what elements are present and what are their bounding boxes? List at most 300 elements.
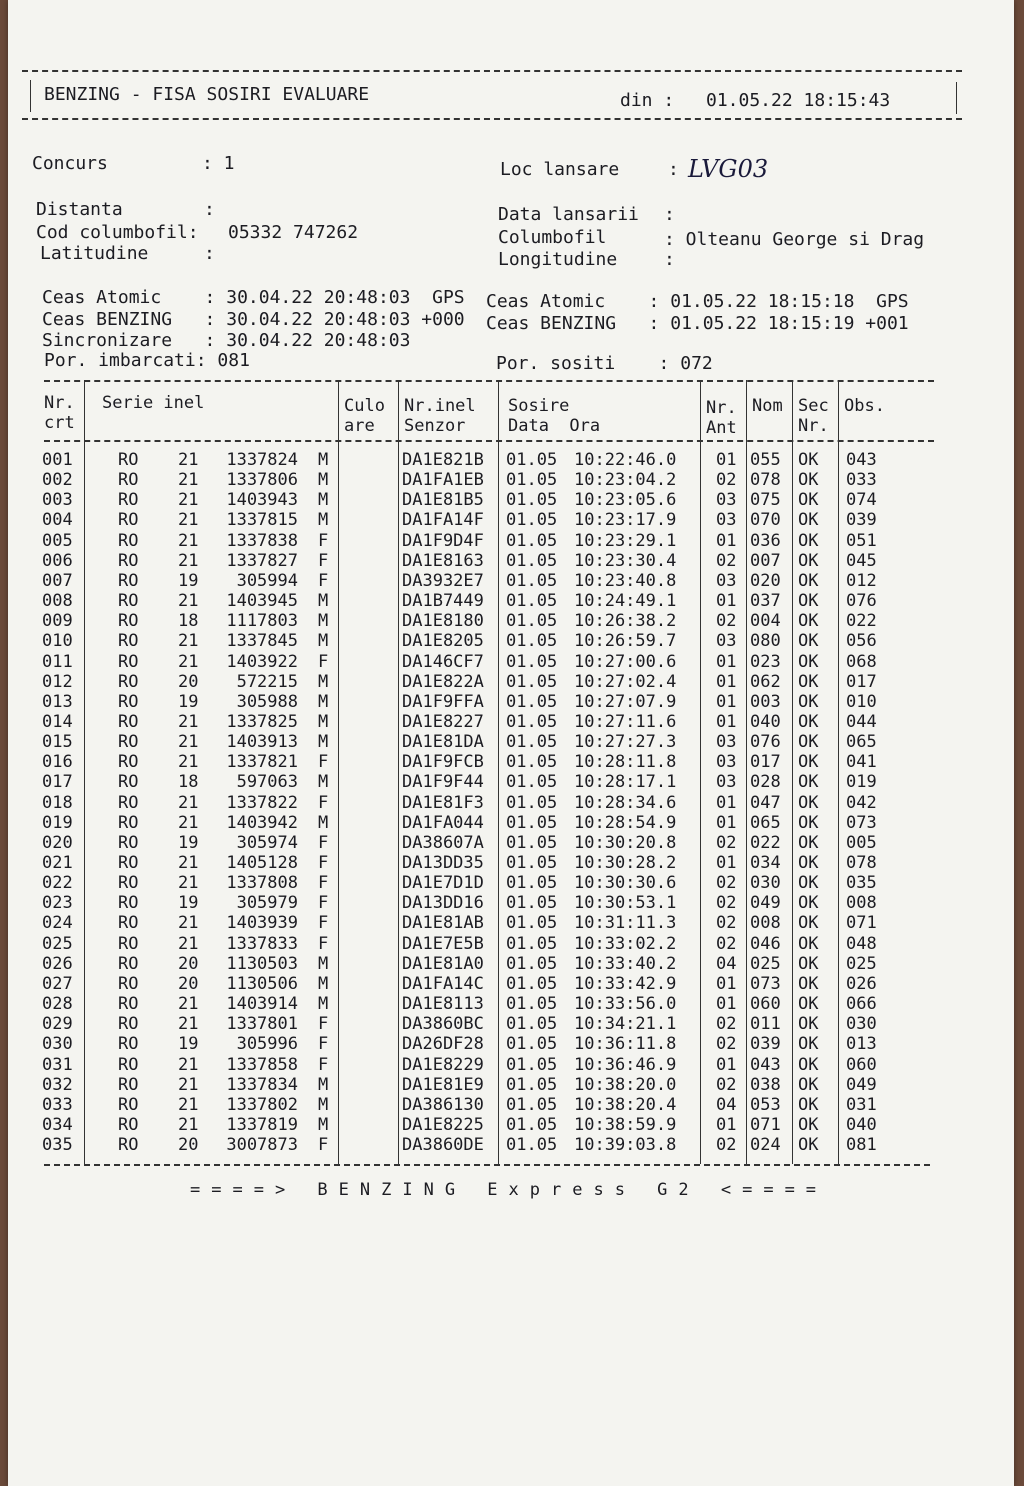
- cell-nr: 001: [42, 450, 73, 470]
- table-row: [8, 450, 1008, 470]
- cell-year: 20: [178, 973, 199, 994]
- cell-sec: OK: [798, 994, 819, 1015]
- cell-sex: F: [318, 651, 329, 672]
- cell-antenna: 03: [716, 752, 737, 773]
- cell-nr: 009: [42, 611, 73, 632]
- cell-country: RO: [118, 450, 139, 470]
- header-top-rule: [22, 70, 962, 72]
- cell-sensor: DA1E8113: [402, 994, 484, 1015]
- cell-antenna: 01: [716, 1114, 737, 1135]
- cell-sex: F: [318, 530, 329, 551]
- cell-sec: OK: [798, 1034, 819, 1055]
- cell-ring: 1337845: [226, 631, 298, 652]
- cell-date: 01.05: [506, 832, 558, 853]
- cell-sex: M: [318, 973, 329, 994]
- cell-obs: 066: [846, 994, 877, 1015]
- cell-nom: 020: [750, 570, 781, 591]
- table-row: [8, 853, 1008, 873]
- cell-time: 10:33:56.0: [574, 994, 677, 1015]
- cell-date: 01.05: [506, 893, 558, 914]
- cell-antenna: 01: [716, 792, 737, 813]
- cell-ring: 1337802: [226, 1094, 298, 1115]
- cell-country: RO: [118, 812, 139, 833]
- cell-time: 10:39:03.8: [574, 1135, 677, 1156]
- cell-year: 21: [178, 873, 199, 894]
- cell-sensor: DA3860DE: [402, 1135, 484, 1156]
- cell-ring: 1403914: [226, 994, 298, 1015]
- cell-sec: OK: [798, 772, 819, 793]
- cell-year: 21: [178, 490, 199, 511]
- cell-nr: 019: [42, 812, 73, 833]
- cell-time: 10:34:21.1: [574, 1014, 677, 1035]
- cell-date: 01.05: [506, 792, 558, 813]
- cell-ring: 305974: [236, 832, 298, 853]
- table-row: [8, 873, 1008, 893]
- cell-country: RO: [118, 530, 139, 551]
- cell-year: 21: [178, 1054, 199, 1075]
- cell-ring: 1337834: [226, 1074, 298, 1095]
- header-obs: Obs.: [844, 396, 885, 416]
- cell-year: 21: [178, 1094, 199, 1115]
- columbofil-label: Columbofil: [498, 227, 607, 248]
- cell-ring: 1337838: [226, 530, 298, 551]
- cell-ring: 1403942: [226, 812, 298, 833]
- cell-nom: 062: [750, 671, 781, 692]
- table-row: [8, 813, 1008, 833]
- cell-nr: 008: [42, 591, 73, 612]
- cell-sec: OK: [798, 1135, 819, 1156]
- cell-antenna: 04: [716, 1094, 737, 1115]
- cell-nr: 006: [42, 550, 73, 571]
- cell-sec: OK: [798, 1094, 819, 1115]
- cell-country: RO: [118, 953, 139, 974]
- cell-obs: 030: [846, 1014, 877, 1035]
- cell-time: 10:30:20.8: [574, 832, 677, 853]
- cell-nom: 037: [750, 591, 781, 612]
- cell-antenna: 04: [716, 953, 737, 974]
- cell-date: 01.05: [506, 691, 558, 712]
- cell-year: 20: [178, 1135, 199, 1156]
- cell-sex: M: [318, 510, 329, 531]
- table-row: [8, 934, 1008, 954]
- cell-nom: 071: [750, 1114, 781, 1135]
- cell-date: 01.05: [506, 550, 558, 571]
- cell-ring: 572215: [236, 671, 298, 692]
- cod-columbofil-label: Cod columbofil:: [36, 222, 199, 243]
- cell-nom: 076: [750, 732, 781, 753]
- cell-country: RO: [118, 1135, 139, 1156]
- cell-antenna: 01: [716, 1054, 737, 1075]
- cell-sensor: DA1E7E5B: [402, 933, 484, 954]
- cell-ring: 1337815: [226, 510, 298, 531]
- cell-time: 10:27:11.6: [574, 711, 677, 732]
- cell-sex: M: [318, 953, 329, 974]
- cell-ring: 305988: [236, 691, 298, 712]
- cell-sensor: DA13DD16: [402, 893, 484, 914]
- data-lansarii-label: Data lansarii: [498, 204, 639, 225]
- latitudine-label: Latitudine: [40, 243, 149, 264]
- cell-ring: 1403945: [226, 591, 298, 612]
- loc-lansare-colon: :: [668, 159, 679, 180]
- cell-obs: 010: [846, 691, 877, 712]
- cell-antenna: 02: [716, 913, 737, 934]
- cell-ring: 1337819: [226, 1114, 298, 1135]
- cell-sensor: DA1E822A: [402, 671, 484, 692]
- cell-sensor: DA1E81B5: [402, 490, 484, 511]
- cell-nom: 034: [750, 853, 781, 873]
- cell-antenna: 01: [716, 853, 737, 873]
- cell-nr: 027: [42, 973, 73, 994]
- cell-sensor: DA1B7449: [402, 591, 484, 612]
- cell-obs: 041: [846, 752, 877, 773]
- cell-sec: OK: [798, 691, 819, 712]
- cell-time: 10:23:40.8: [574, 570, 677, 591]
- cell-sex: M: [318, 631, 329, 652]
- cell-time: 10:23:17.9: [574, 510, 677, 531]
- cell-country: RO: [118, 913, 139, 934]
- cell-antenna: 02: [716, 1014, 737, 1035]
- cell-year: 21: [178, 651, 199, 672]
- cell-ring: 1337858: [226, 1054, 298, 1075]
- cell-nr: 016: [42, 752, 73, 773]
- cell-sex: M: [318, 591, 329, 612]
- cell-sensor: DA1FA1EB: [402, 470, 484, 491]
- cell-nr: 017: [42, 772, 73, 793]
- cell-time: 10:26:38.2: [574, 611, 677, 632]
- cell-sec: OK: [798, 1014, 819, 1035]
- cell-country: RO: [118, 1074, 139, 1095]
- table-row: [8, 510, 1008, 530]
- longitudine-value: :: [664, 249, 675, 270]
- concurs-value: : 1: [202, 153, 235, 174]
- cell-obs: 043: [846, 450, 877, 470]
- cell-sex: F: [318, 550, 329, 571]
- cell-sensor: DA26DF28: [402, 1034, 484, 1055]
- table-row: [8, 652, 1008, 672]
- table-row: [8, 732, 1008, 752]
- cell-time: 10:33:40.2: [574, 953, 677, 974]
- cell-date: 01.05: [506, 752, 558, 773]
- cell-obs: 026: [846, 973, 877, 994]
- table-row: [8, 531, 1008, 551]
- cell-antenna: 01: [716, 973, 737, 994]
- cell-sec: OK: [798, 832, 819, 853]
- cell-time: 10:26:59.7: [574, 631, 677, 652]
- cell-sec: OK: [798, 732, 819, 753]
- cell-sensor: DA1E8229: [402, 1054, 484, 1075]
- cell-year: 21: [178, 450, 199, 470]
- cell-sex: M: [318, 1094, 329, 1115]
- header-sosire-line2: Data Ora: [508, 416, 601, 436]
- cell-obs: 056: [846, 631, 877, 652]
- cell-obs: 074: [846, 490, 877, 511]
- cell-obs: 040: [846, 1114, 877, 1135]
- cell-nr: 014: [42, 711, 73, 732]
- cell-country: RO: [118, 994, 139, 1015]
- cell-nom: 065: [750, 812, 781, 833]
- cell-obs: 042: [846, 792, 877, 813]
- cell-sec: OK: [798, 671, 819, 692]
- cell-sex: F: [318, 933, 329, 954]
- cell-ring: 305994: [236, 570, 298, 591]
- cell-nr: 021: [42, 853, 73, 873]
- cell-year: 21: [178, 1074, 199, 1095]
- cell-sex: F: [318, 1034, 329, 1055]
- cell-nom: 043: [750, 1054, 781, 1075]
- cell-sensor: DA13DD35: [402, 853, 484, 873]
- cell-sex: F: [318, 873, 329, 894]
- cell-year: 21: [178, 812, 199, 833]
- footer-brand: ====> BENZING Express G2 <====: [190, 1180, 828, 1200]
- header-sosire-line1: Sosire: [508, 396, 570, 416]
- cell-country: RO: [118, 772, 139, 793]
- left-por-imbarcati: Por. imbarcati: 081: [44, 350, 250, 371]
- table-row: [8, 1075, 1008, 1095]
- cell-year: 21: [178, 752, 199, 773]
- cell-year: 21: [178, 550, 199, 571]
- cell-antenna: 02: [716, 1074, 737, 1095]
- cell-obs: 071: [846, 913, 877, 934]
- table-row: [8, 974, 1008, 994]
- header-ant-line1: Nr.: [706, 398, 737, 418]
- cell-sensor: DA1E81F3: [402, 792, 484, 813]
- cell-ring: 1403939: [226, 913, 298, 934]
- cell-time: 10:36:46.9: [574, 1054, 677, 1075]
- cell-sec: OK: [798, 490, 819, 511]
- header-sec-line1: Sec: [798, 396, 829, 416]
- cell-obs: 039: [846, 510, 877, 531]
- concurs-label: Concurs: [32, 153, 108, 174]
- cell-sex: F: [318, 832, 329, 853]
- cell-sec: OK: [798, 893, 819, 914]
- table-row: [8, 793, 1008, 813]
- cell-nom: 080: [750, 631, 781, 652]
- cell-sex: F: [318, 1014, 329, 1035]
- cell-country: RO: [118, 752, 139, 773]
- cell-sec: OK: [798, 651, 819, 672]
- cell-sensor: DA1FA14F: [402, 510, 484, 531]
- cell-year: 21: [178, 631, 199, 652]
- cell-sec: OK: [798, 873, 819, 894]
- cell-nr: 003: [42, 490, 73, 511]
- cell-obs: 025: [846, 953, 877, 974]
- header-culoare-line1: Culo: [344, 396, 385, 416]
- cell-nr: 013: [42, 691, 73, 712]
- latitudine-value: :: [204, 243, 215, 264]
- cell-date: 01.05: [506, 470, 558, 491]
- cell-nr: 004: [42, 510, 73, 531]
- header-nrinel-line1: Nr.inel: [404, 396, 476, 416]
- cell-antenna: 01: [716, 651, 737, 672]
- cell-antenna: 02: [716, 832, 737, 853]
- cell-year: 21: [178, 1114, 199, 1135]
- cell-antenna: 01: [716, 994, 737, 1015]
- cell-sensor: DA1E8163: [402, 550, 484, 571]
- cell-sec: OK: [798, 1074, 819, 1095]
- cell-antenna: 02: [716, 550, 737, 571]
- cell-date: 01.05: [506, 1094, 558, 1115]
- cell-sec: OK: [798, 530, 819, 551]
- cell-nom: 030: [750, 873, 781, 894]
- cell-obs: 005: [846, 832, 877, 853]
- report-title: BENZING - FISA SOSIRI EVALUARE: [44, 84, 370, 105]
- cell-obs: 065: [846, 732, 877, 753]
- cell-ring: 1337824: [226, 450, 298, 470]
- cell-obs: 019: [846, 772, 877, 793]
- cell-date: 01.05: [506, 450, 558, 470]
- report-date-label: din :: [620, 90, 675, 111]
- cell-country: RO: [118, 591, 139, 612]
- cell-antenna: 03: [716, 732, 737, 753]
- cell-country: RO: [118, 550, 139, 571]
- cell-nom: 028: [750, 772, 781, 793]
- cell-time: 10:23:29.1: [574, 530, 677, 551]
- loc-lansare-handwritten: LVG03: [688, 155, 769, 183]
- table-row: [8, 1095, 1008, 1115]
- cell-sec: OK: [798, 913, 819, 934]
- cell-antenna: 03: [716, 631, 737, 652]
- cell-date: 01.05: [506, 671, 558, 692]
- cell-sex: M: [318, 994, 329, 1015]
- header-serie-inel: Serie inel: [102, 393, 205, 413]
- table-row: [8, 772, 1008, 792]
- cell-nom: 039: [750, 1034, 781, 1055]
- cell-date: 01.05: [506, 913, 558, 934]
- cell-sec: OK: [798, 611, 819, 632]
- cell-time: 10:38:20.4: [574, 1094, 677, 1115]
- cell-sec: OK: [798, 591, 819, 612]
- cell-obs: 008: [846, 893, 877, 914]
- table-row: [8, 1014, 1008, 1034]
- cell-year: 19: [178, 691, 199, 712]
- cell-time: 10:36:11.8: [574, 1034, 677, 1055]
- cell-obs: 017: [846, 671, 877, 692]
- cell-time: 10:27:07.9: [574, 691, 677, 712]
- cell-sex: M: [318, 711, 329, 732]
- cell-year: 19: [178, 832, 199, 853]
- cell-time: 10:27:27.3: [574, 732, 677, 753]
- cell-nr: 018: [42, 792, 73, 813]
- cell-country: RO: [118, 490, 139, 511]
- cell-year: 21: [178, 732, 199, 753]
- cell-nom: 022: [750, 832, 781, 853]
- cell-obs: 044: [846, 711, 877, 732]
- cell-nr: 026: [42, 953, 73, 974]
- cell-sec: OK: [798, 510, 819, 531]
- cell-nom: 003: [750, 691, 781, 712]
- cell-nom: 046: [750, 933, 781, 954]
- cell-nr: 032: [42, 1074, 73, 1095]
- table-row: [8, 913, 1008, 933]
- cell-sex: M: [318, 691, 329, 712]
- cell-sec: OK: [798, 812, 819, 833]
- longitudine-label: Longitudine: [498, 249, 618, 270]
- cell-nr: 005: [42, 530, 73, 551]
- cell-date: 01.05: [506, 1074, 558, 1095]
- cell-year: 19: [178, 570, 199, 591]
- cell-nr: 025: [42, 933, 73, 954]
- cell-ring: 1337833: [226, 933, 298, 954]
- cell-sex: M: [318, 1114, 329, 1135]
- cell-year: 21: [178, 994, 199, 1015]
- cell-time: 10:33:02.2: [574, 933, 677, 954]
- cell-country: RO: [118, 651, 139, 672]
- report-date-value: 01.05.22 18:15:43: [706, 90, 891, 111]
- cell-sensor: DA386130: [402, 1094, 484, 1115]
- cell-nom: 040: [750, 711, 781, 732]
- cell-antenna: 02: [716, 1135, 737, 1156]
- cell-nr: 028: [42, 994, 73, 1015]
- cell-sex: F: [318, 1135, 329, 1156]
- cell-year: 19: [178, 1034, 199, 1055]
- cell-obs: 033: [846, 470, 877, 491]
- cell-nom: 025: [750, 953, 781, 974]
- table-row: [8, 752, 1008, 772]
- cell-sex: M: [318, 772, 329, 793]
- table-row: [8, 551, 1008, 571]
- cell-obs: 013: [846, 1034, 877, 1055]
- cell-sensor: DA1E81DA: [402, 732, 484, 753]
- cell-country: RO: [118, 631, 139, 652]
- cell-sensor: DA1E81A0: [402, 953, 484, 974]
- cell-country: RO: [118, 570, 139, 591]
- cell-sex: M: [318, 812, 329, 833]
- cell-nom: 011: [750, 1014, 781, 1035]
- cell-country: RO: [118, 732, 139, 753]
- cell-nr: 023: [42, 893, 73, 914]
- cell-obs: 012: [846, 570, 877, 591]
- cell-sensor: DA1E8227: [402, 711, 484, 732]
- cell-sec: OK: [798, 1114, 819, 1135]
- header-ant-line2: Ant: [706, 418, 737, 438]
- cell-date: 01.05: [506, 873, 558, 894]
- cell-sec: OK: [798, 792, 819, 813]
- cell-antenna: 01: [716, 671, 737, 692]
- cell-time: 10:27:00.6: [574, 651, 677, 672]
- cell-nom: 024: [750, 1135, 781, 1156]
- cell-time: 10:28:34.6: [574, 792, 677, 813]
- header-nr-line1: Nr.: [44, 393, 75, 413]
- cell-antenna: 02: [716, 611, 737, 632]
- cell-country: RO: [118, 973, 139, 994]
- cell-date: 01.05: [506, 611, 558, 632]
- header-left-border: [30, 80, 31, 112]
- distanta-label: Distanta: [36, 199, 123, 220]
- cell-sensor: DA1FA14C: [402, 973, 484, 994]
- cell-ring: 1337822: [226, 792, 298, 813]
- cell-date: 01.05: [506, 510, 558, 531]
- cell-ring: 1130506: [226, 973, 298, 994]
- cell-nr: 007: [42, 570, 73, 591]
- cell-sec: OK: [798, 570, 819, 591]
- cell-country: RO: [118, 1114, 139, 1135]
- cell-antenna: 02: [716, 470, 737, 491]
- cell-sec: OK: [798, 550, 819, 571]
- cell-time: 10:33:42.9: [574, 973, 677, 994]
- cell-ring: 1337806: [226, 470, 298, 491]
- cell-sex: F: [318, 792, 329, 813]
- cell-obs: 073: [846, 812, 877, 833]
- cell-sensor: DA3860BC: [402, 1014, 484, 1035]
- cell-sec: OK: [798, 631, 819, 652]
- cell-nr: 020: [42, 832, 73, 853]
- cell-time: 10:22:46.0: [574, 450, 677, 470]
- cell-nom: 049: [750, 893, 781, 914]
- cell-sec: OK: [798, 752, 819, 773]
- table-row: [8, 1115, 1008, 1135]
- cell-sex: F: [318, 853, 329, 873]
- cell-sensor: DA1FA044: [402, 812, 484, 833]
